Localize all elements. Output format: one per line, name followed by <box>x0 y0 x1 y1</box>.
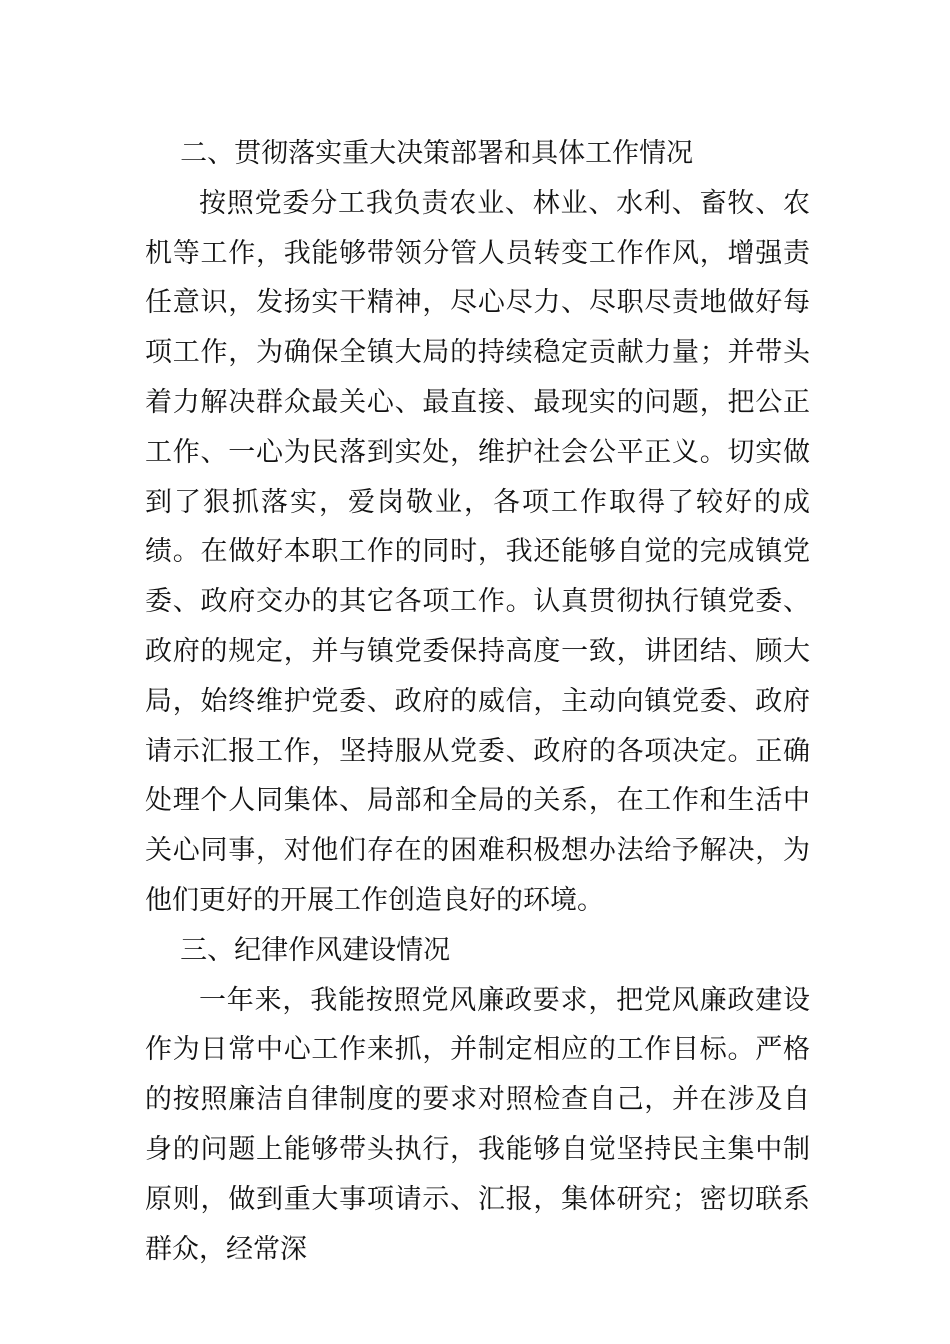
body-paragraph: 一年来，我能按照党风廉政要求，把党风廉政建设作为日常中心工作来抓，并制定相应的工作目标。严格的按照廉洁自律制度的要求对照检查自己，并在涉及自身的问题上能够带头执行，我能够自觉坚持民主集中制原则，做到重大事项请示、汇报，集体研究；密切联系群众，经常深 <box>145 984 810 1265</box>
section-heading: 三、纪律作风建设情况 <box>180 934 451 966</box>
section-heading: 二、贯彻落实重大决策部署和具体工作情况 <box>180 138 694 169</box>
body-paragraph: 按照党委分工我负责农业、林业、水利、畜牧、农机等工作，我能够带领分管人员转变工作作风，增强责任意识，发扬实干精神，尽心尽力、尽职尽责地做好每项工作，为确保全镇大局的持续稳定贡献力量；并带头着力解决群众最关心、最直接、最现实的问题，把公正工作、一心为民落到实处，维护社会公平正义。切实做到了狠抓落实，爱岗敬业，各项工作取得了较好的成绩。在做好本职工作的同时，我还能够自觉的完成镇党委、政府交办的其它各项工作。认真贯彻执行镇党委、政府的规定，并与镇党委保持高度一致，讲团结、顾大局，始终维护党委、政府的威信，主动向镇党委、政府请示汇报工作，坚持服从党委、政府的各项决定。正确处理个人同集体、局部和全局的关系，在工作和生活中关心同事，对他们存在的困难积极想办法给予解决，为他们更好的开展工作创造良好的环境。 <box>145 187 810 916</box>
document-body <box>145 129 810 1274</box>
